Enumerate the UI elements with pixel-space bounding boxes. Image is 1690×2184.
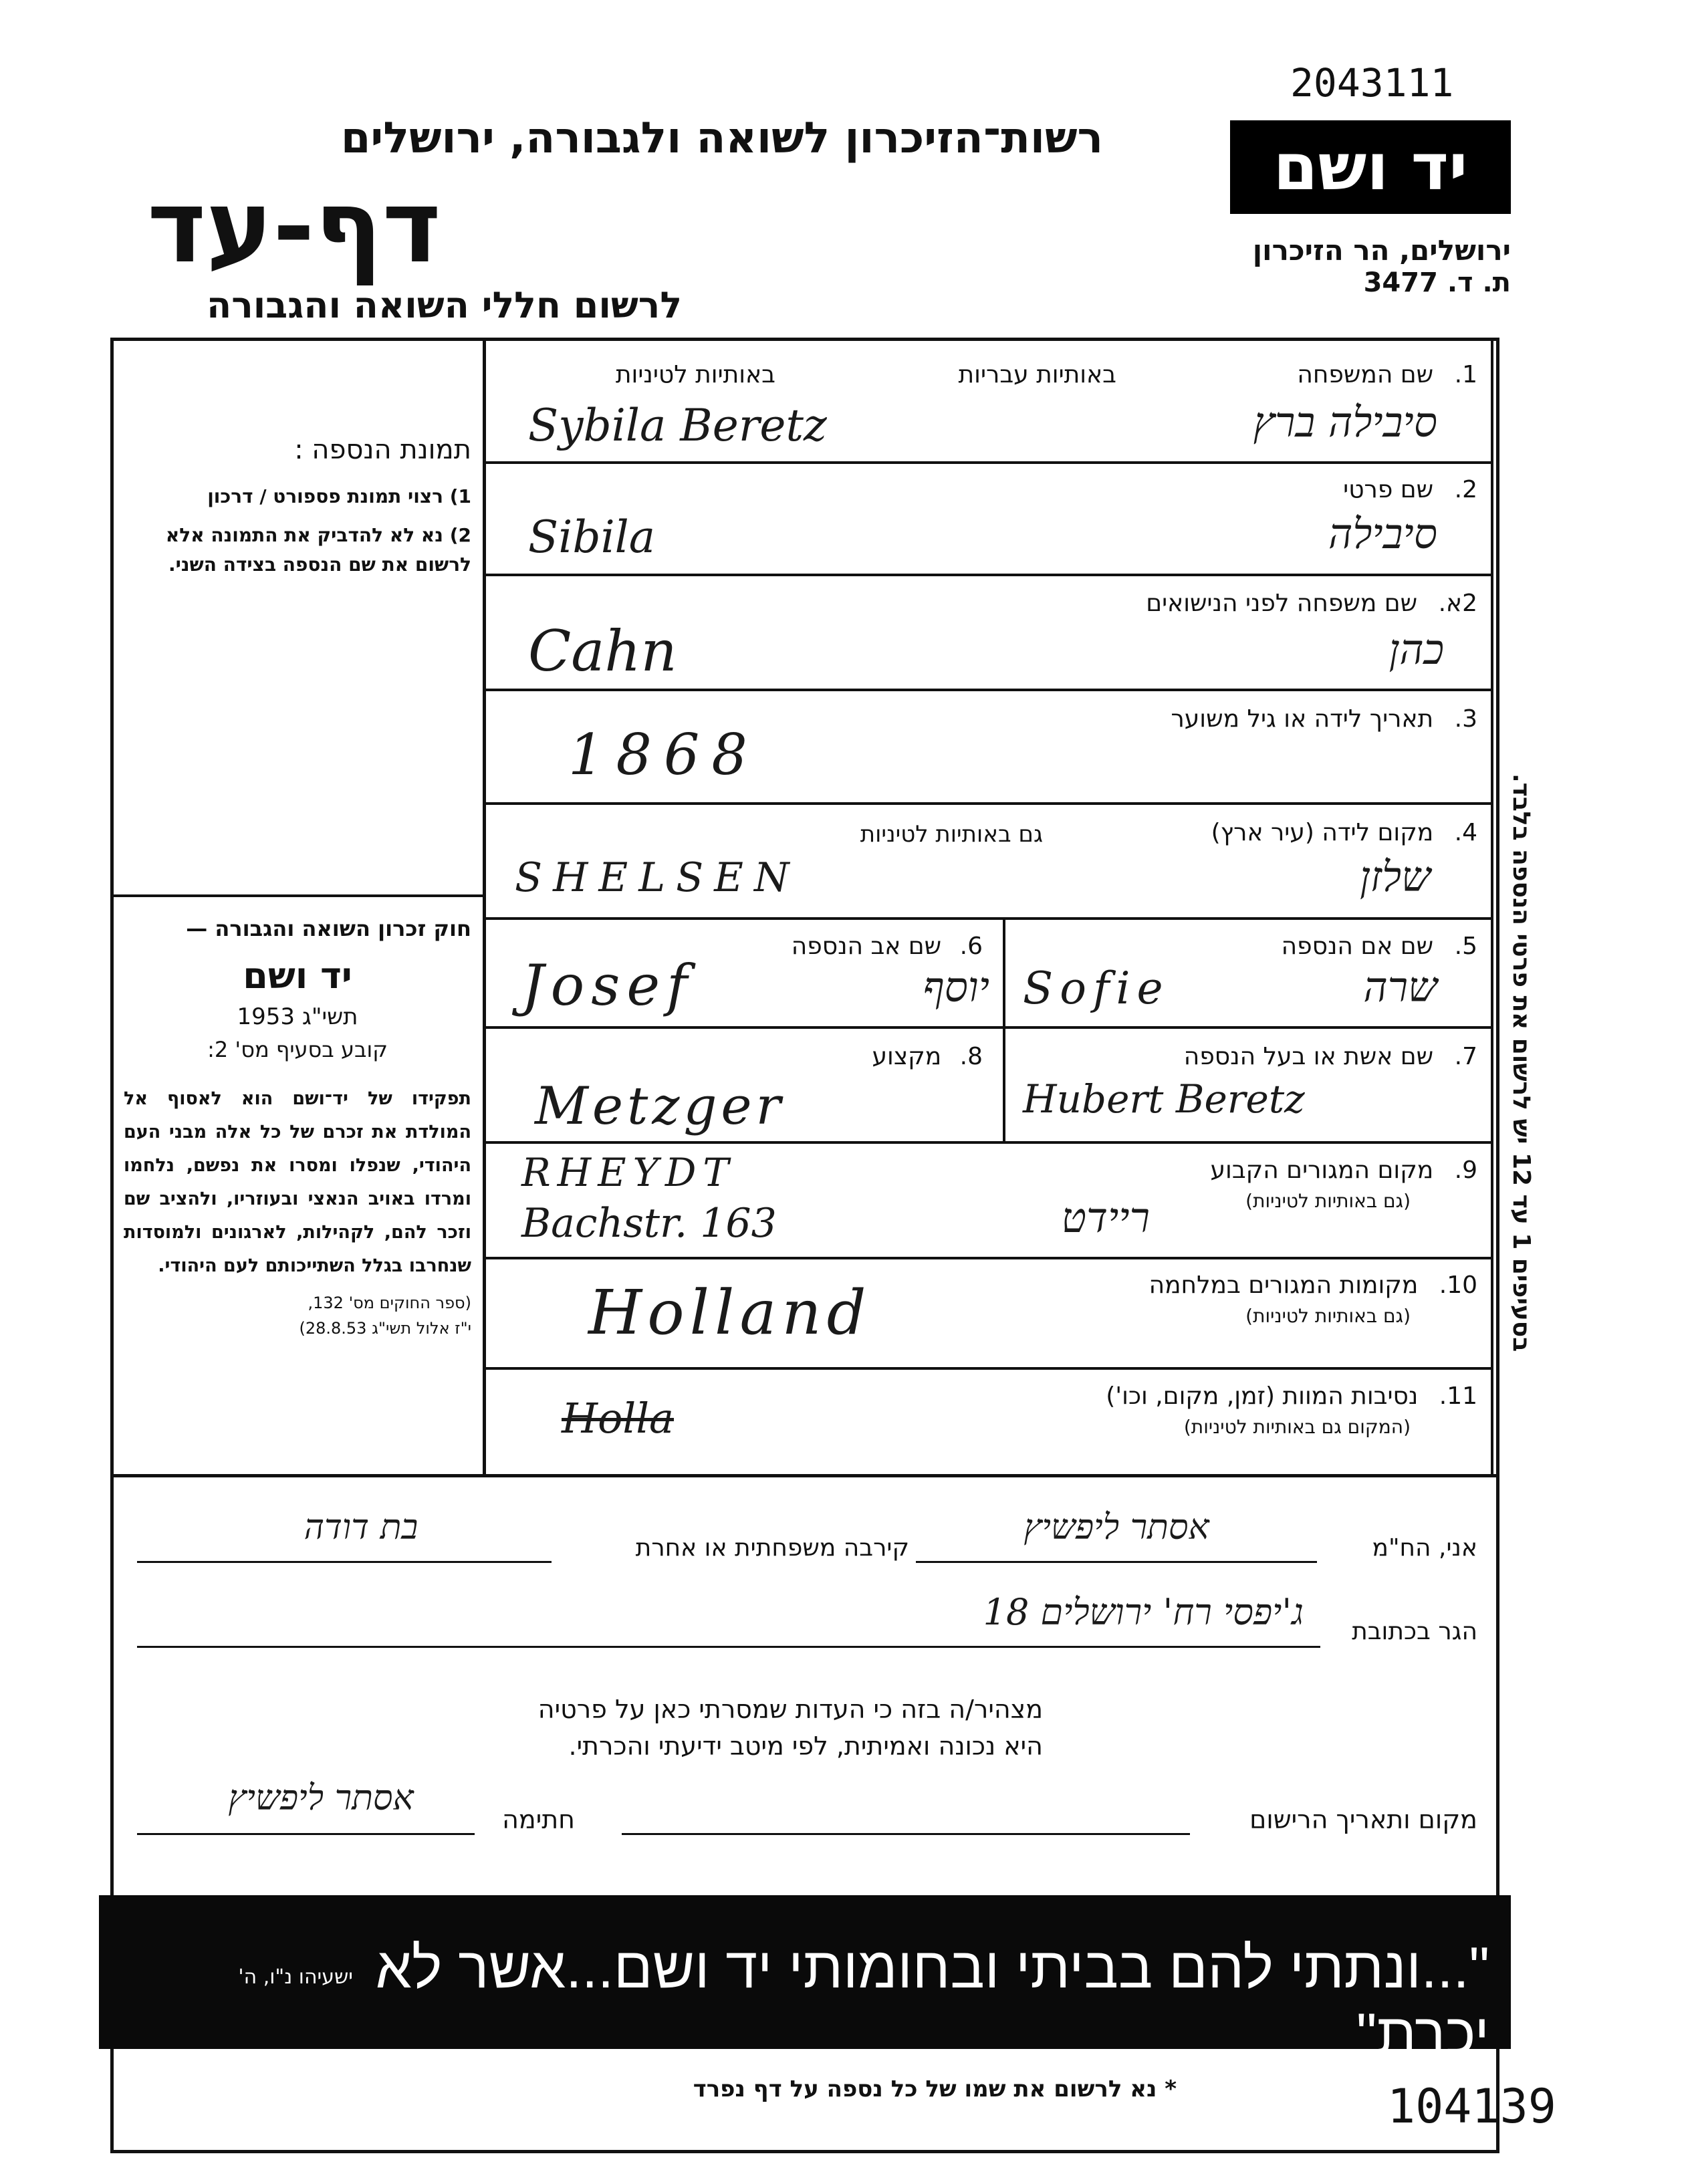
field-4-label: 4. מקום לידה (עיר ארץ) — [1211, 819, 1477, 846]
declaration-relation-label: קירבה משפחתית או אחרת — [635, 1534, 909, 1562]
side-note: בסעיפים 1 עד 12 יש לרשום את פרטי הנספה בלבד. — [1507, 773, 1535, 1352]
law-heading: חוק זכרון השואה והגבורה — — [186, 916, 471, 941]
quote-banner — [99, 1895, 1511, 2066]
fill-line — [916, 1561, 1317, 1563]
field-6-label: 6. שם אב הנספה — [791, 933, 983, 960]
divider — [483, 1026, 1493, 1029]
fill-line — [137, 1833, 475, 1835]
field-5-value-la[interactable]: Sofie — [1023, 963, 1170, 1014]
field-2-value-he[interactable]: סיבילה — [1328, 509, 1437, 558]
law-text: תפקידו של יד־ושם הוא לאסוף אל המולדת את זכרם של כל אלה מבני העם היהודי, שנפלו ומסרו את נפשם, נלחמו ומרדו באויב הנאצי ובעוזריו, ולהציב שם וזכר להם, לקהילות, לארגונים ולמוסדות שנחרבו בגלל השתייכותם לעם היהודי. — [124, 1088, 471, 1276]
photo-note-1: 1) רצוי תמונת פספורט / דרכון — [207, 485, 471, 507]
field-11-value[interactable]: Holla — [562, 1394, 675, 1443]
field-2a-label: 2א. שם משפחה לפני הנישואים — [1146, 590, 1477, 617]
field-5-value-he[interactable]: שרה — [1363, 963, 1437, 1011]
banner-source: ישעיהו נ"ו, ה' — [238, 1965, 353, 1989]
field-3-value[interactable]: 1868 — [568, 722, 759, 787]
law-year: תשי"ג 1953 — [237, 1003, 358, 1030]
page-number: 104139 — [1387, 2079, 1556, 2134]
form-subtitle: לרשום חללי השואה והגבורה — [207, 284, 682, 326]
signature-label: חתימה — [502, 1805, 575, 1834]
field-9-value-line-2[interactable]: Bachstr. 163 — [521, 1200, 777, 1247]
law-box — [124, 916, 471, 1338]
law-ref-2: י"ז אלול תשי"ג 28.8.53) — [299, 1319, 471, 1338]
field-9-value-he[interactable]: ריידט — [1061, 1193, 1150, 1242]
divider — [1491, 338, 1493, 1477]
fill-line — [622, 1833, 1190, 1835]
field-10-value[interactable]: Holland — [588, 1277, 872, 1348]
divider — [483, 689, 1493, 691]
photo-title: תמונת הנספה : — [294, 435, 471, 465]
divider — [483, 574, 1493, 576]
field-6-value-la[interactable]: Josef — [521, 953, 695, 1018]
field-7-value[interactable]: Hubert Beretz — [1023, 1076, 1305, 1122]
signature-value[interactable]: אסתר ליפשיץ — [228, 1778, 414, 1818]
declaration-i-value[interactable]: אסתר ליפשיץ — [1023, 1507, 1209, 1548]
field-9-value-line-1[interactable]: RHEYDT — [521, 1150, 736, 1195]
divider — [483, 338, 486, 1477]
law-name: יד ושם — [243, 955, 352, 997]
field-9-sub: (גם באותיות לטיניות) — [1245, 1190, 1411, 1212]
field-4-sub: גם באותיות לטיניות — [860, 821, 1043, 848]
field-8-value[interactable]: Metzger — [535, 1076, 785, 1136]
declaration-address-label: הגר בכתובת — [1352, 1618, 1477, 1645]
field-4-value-la[interactable]: SHELSEN — [515, 854, 800, 901]
fill-line — [137, 1646, 1320, 1648]
field-2a-value-la[interactable]: Cahn — [528, 618, 677, 684]
declaration-relation-value[interactable]: בת דודה — [304, 1507, 418, 1548]
field-7-label: 7. שם אשת או בעל הנספה — [1183, 1043, 1477, 1070]
divider — [483, 802, 1493, 805]
divider — [1003, 917, 1005, 1141]
field-11-sub: (המקום גם באותיות לטיניות) — [1183, 1416, 1411, 1438]
place-date-label: מקום ותאריך הרישום — [1249, 1805, 1477, 1834]
field-2a-value-he[interactable]: כהן — [1389, 625, 1444, 674]
divider — [483, 1367, 1493, 1370]
field-1-latin-col: באותיות לטיניות — [615, 361, 775, 388]
law-clause: קובע בסעיף מס' 2: — [207, 1037, 388, 1062]
fill-line — [137, 1561, 552, 1563]
form-title: דף-עד — [147, 169, 441, 285]
doc-number: 2043111 — [1290, 60, 1454, 106]
field-6-value-he[interactable]: יוסף — [923, 963, 989, 1011]
field-1-hebrew-col: באותיות עבריות — [958, 361, 1116, 388]
field-11-label: 11. נסיבות המוות (זמן, מקום, וכו') — [1106, 1382, 1477, 1410]
po-box: ת. ד. 3477 — [1363, 267, 1511, 298]
field-8-label: 8. מקצוע — [872, 1043, 983, 1070]
yad-vashem-logo: יד ושם — [1230, 120, 1511, 214]
field-10-label: 10. מקומות המגורים במלחמה — [1149, 1271, 1477, 1299]
law-ref-1: (ספר החוקים מס' 132, — [308, 1294, 471, 1312]
declaration-statement-1: מצהיר/ה בזה כי העדות שמסרתי כאן על פרטיה — [537, 1695, 1043, 1724]
photo-note-2: 2) נא לא להדביק את התמונה אלא לרשום את שם הנספה בצידה השני. — [165, 524, 471, 576]
footer-note: * נא לרשום את שמו של כל נספה על דף נפרד — [693, 2076, 1177, 2102]
field-9-label: 9. מקום המגורים הקבוע — [1210, 1157, 1477, 1184]
field-1-value-la[interactable]: Sybila Beretz — [528, 400, 827, 451]
field-1-value-he[interactable]: סיבילה ברץ — [1253, 398, 1437, 447]
address: ירושלים, הר הזיכרון — [1252, 234, 1511, 267]
field-1-label: 1. שם המשפחה — [1297, 361, 1477, 388]
declaration-address-value[interactable]: ג'יפסי רח' ירושלים 18 — [983, 1591, 1304, 1633]
divider — [483, 1141, 1493, 1144]
divider — [483, 917, 1493, 920]
field-10-sub: (גם באותיות לטיניות) — [1245, 1305, 1411, 1327]
field-2-label: 2. שם פרטי — [1343, 476, 1477, 503]
field-5-label: 5. שם אם הנספה — [1281, 933, 1477, 960]
authority-title: רשות־הזיכרון לשואה ולגבורה, ירושלים — [340, 114, 1103, 163]
divider — [483, 1257, 1493, 1259]
declaration-statement-2: היא נכונה ואמיתית, לפי מיטב ידיעתי והכרתי. — [568, 1731, 1043, 1761]
field-3-label: 3. תאריך לידה או גיל משוער — [1171, 705, 1477, 733]
banner-quote: "...ונתתי להם בביתי ובחומותי יד ושם...אשר לא יכרת" — [375, 1936, 1489, 2066]
divider — [483, 461, 1493, 464]
divider — [110, 894, 485, 897]
field-4-value-he[interactable]: שלזן — [1360, 852, 1431, 901]
divider — [110, 1474, 1499, 1477]
field-2-value-la[interactable]: Sibila — [528, 511, 656, 563]
declaration-i-label: אני, הח"מ — [1372, 1534, 1477, 1562]
photo-box — [124, 435, 471, 580]
